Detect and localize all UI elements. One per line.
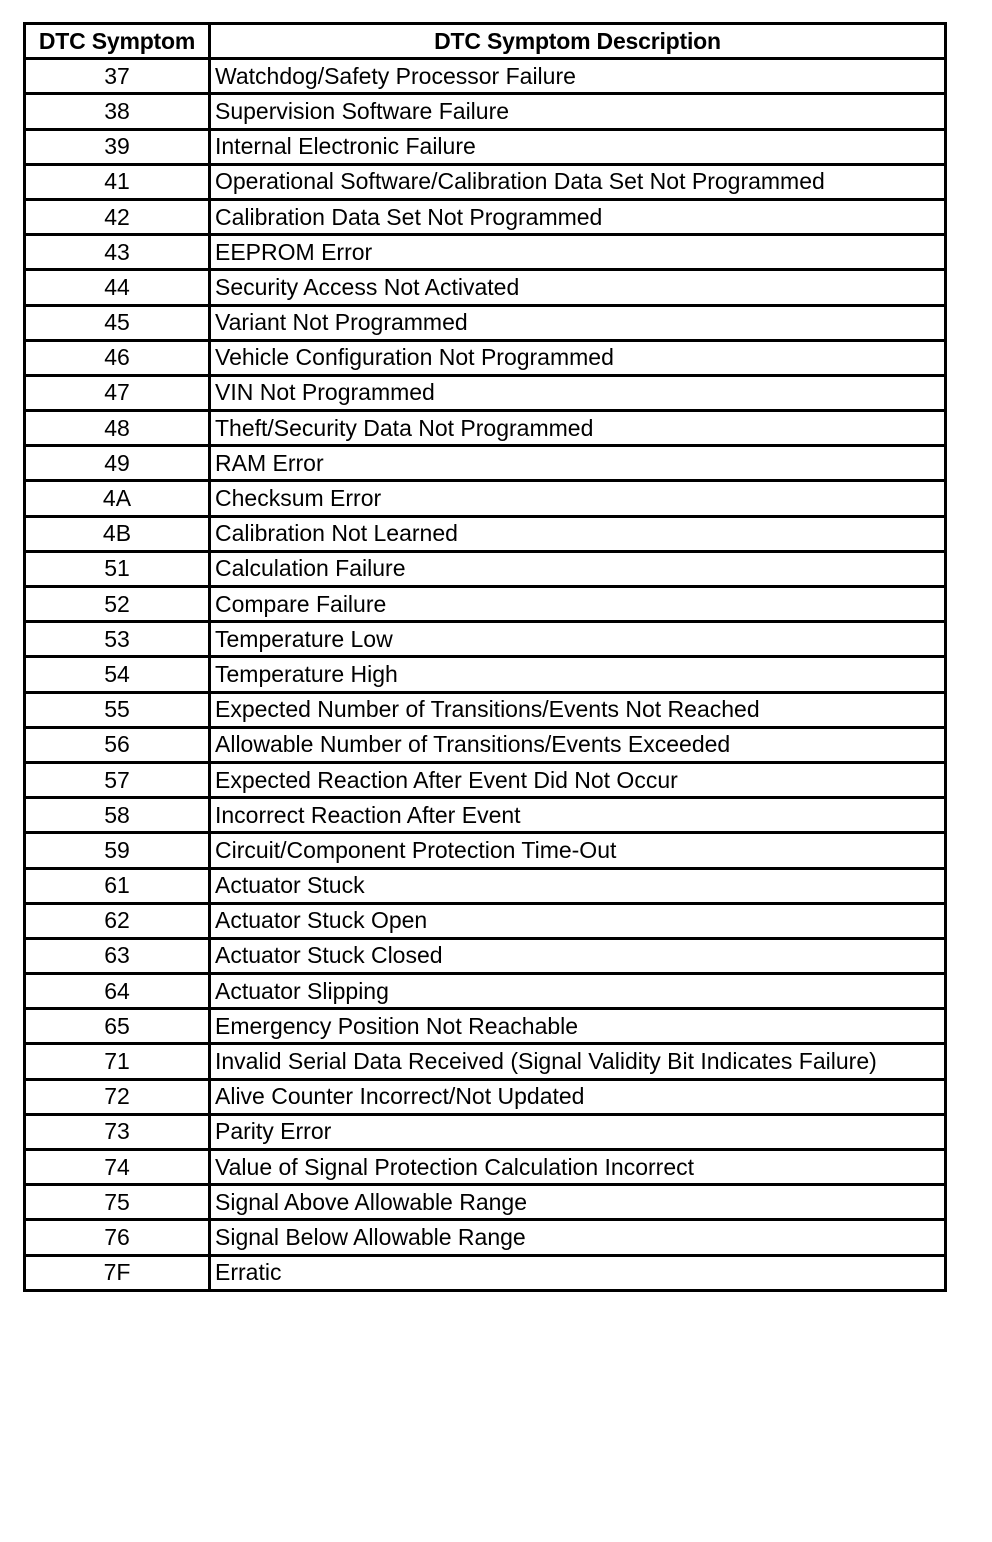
dtc-description-cell: Theft/Security Data Not Programmed	[210, 411, 946, 446]
dtc-code-cell: 4B	[25, 516, 210, 551]
table-row	[25, 270, 946, 305]
table-row	[25, 1114, 946, 1149]
table-row	[25, 1079, 946, 1114]
table-row	[25, 938, 946, 973]
dtc-code-cell: 46	[25, 340, 210, 375]
table-row	[25, 798, 946, 833]
dtc-code-cell: 43	[25, 235, 210, 270]
dtc-code-cell: 65	[25, 1009, 210, 1044]
dtc-description-cell: Supervision Software Failure	[210, 94, 946, 129]
dtc-code-cell: 63	[25, 938, 210, 973]
dtc-code-cell: 64	[25, 974, 210, 1009]
dtc-description-cell: Calculation Failure	[210, 551, 946, 586]
dtc-code-cell: 72	[25, 1079, 210, 1114]
dtc-description-cell: VIN Not Programmed	[210, 375, 946, 410]
dtc-description-cell: Actuator Slipping	[210, 974, 946, 1009]
table-row	[25, 516, 946, 551]
dtc-code-cell: 49	[25, 446, 210, 481]
table-row	[25, 164, 946, 199]
dtc-code-cell: 44	[25, 270, 210, 305]
table-row	[25, 235, 946, 270]
dtc-description-cell: RAM Error	[210, 446, 946, 481]
dtc-code-cell: 55	[25, 692, 210, 727]
table-row	[25, 411, 946, 446]
table-row	[25, 94, 946, 129]
table-row	[25, 657, 946, 692]
dtc-description-cell: Temperature Low	[210, 622, 946, 657]
dtc-description-cell: Checksum Error	[210, 481, 946, 516]
table-row	[25, 833, 946, 868]
dtc-code-cell: 42	[25, 199, 210, 234]
dtc-description-cell: Erratic	[210, 1255, 946, 1290]
dtc-symptom-table	[23, 22, 947, 1292]
table-row	[25, 375, 946, 410]
table-header-row	[25, 24, 946, 59]
dtc-code-cell: 58	[25, 798, 210, 833]
dtc-description-cell: Calibration Data Set Not Programmed	[210, 199, 946, 234]
dtc-code-cell: 53	[25, 622, 210, 657]
dtc-code-cell: 4A	[25, 481, 210, 516]
table-row	[25, 1044, 946, 1079]
table-row	[25, 129, 946, 164]
table-row	[25, 1185, 946, 1220]
dtc-description-cell: Actuator Stuck Closed	[210, 938, 946, 973]
dtc-code-cell: 38	[25, 94, 210, 129]
dtc-code-cell: 75	[25, 1185, 210, 1220]
dtc-description-cell: Actuator Stuck	[210, 868, 946, 903]
dtc-code-cell: 37	[25, 59, 210, 94]
dtc-description-cell: Calibration Not Learned	[210, 516, 946, 551]
dtc-description-cell: Security Access Not Activated	[210, 270, 946, 305]
dtc-description-cell: Parity Error	[210, 1114, 946, 1149]
dtc-code-cell: 57	[25, 762, 210, 797]
table-row	[25, 692, 946, 727]
table-row	[25, 340, 946, 375]
dtc-description-cell: Vehicle Configuration Not Programmed	[210, 340, 946, 375]
dtc-description-cell: Variant Not Programmed	[210, 305, 946, 340]
table-row	[25, 551, 946, 586]
table-row	[25, 59, 946, 94]
table-row	[25, 481, 946, 516]
dtc-code-cell: 73	[25, 1114, 210, 1149]
dtc-code-cell: 76	[25, 1220, 210, 1255]
table-row	[25, 1255, 946, 1290]
table-row	[25, 762, 946, 797]
dtc-code-cell: 39	[25, 129, 210, 164]
dtc-description-cell: Expected Reaction After Event Did Not Occur	[210, 762, 946, 797]
dtc-code-cell: 54	[25, 657, 210, 692]
dtc-description-cell: Incorrect Reaction After Event	[210, 798, 946, 833]
table-row	[25, 305, 946, 340]
table-row	[25, 727, 946, 762]
dtc-description-cell: Alive Counter Incorrect/Not Updated	[210, 1079, 946, 1114]
dtc-code-cell: 7F	[25, 1255, 210, 1290]
dtc-description-cell: Expected Number of Transitions/Events Not Reached	[210, 692, 946, 727]
dtc-description-cell: Actuator Stuck Open	[210, 903, 946, 938]
dtc-description-cell: Signal Above Allowable Range	[210, 1185, 946, 1220]
dtc-description-cell: Allowable Number of Transitions/Events Exceeded	[210, 727, 946, 762]
dtc-description-cell: Operational Software/Calibration Data Set Not Programmed	[210, 164, 946, 199]
dtc-description-cell: Signal Below Allowable Range	[210, 1220, 946, 1255]
dtc-description-cell: Compare Failure	[210, 587, 946, 622]
table-row	[25, 587, 946, 622]
dtc-code-cell: 45	[25, 305, 210, 340]
dtc-code-cell: 62	[25, 903, 210, 938]
table-row	[25, 446, 946, 481]
table-row	[25, 199, 946, 234]
header-dtc-symptom: DTC Symptom	[25, 24, 210, 59]
table-row	[25, 974, 946, 1009]
dtc-code-cell: 56	[25, 727, 210, 762]
dtc-code-cell: 61	[25, 868, 210, 903]
dtc-description-cell: Circuit/Component Protection Time-Out	[210, 833, 946, 868]
table-row	[25, 1009, 946, 1044]
header-dtc-symptom-description: DTC Symptom Description	[210, 24, 946, 59]
table-row	[25, 903, 946, 938]
dtc-description-cell: Temperature High	[210, 657, 946, 692]
table-row	[25, 1220, 946, 1255]
table-row	[25, 622, 946, 657]
dtc-code-cell: 47	[25, 375, 210, 410]
dtc-code-cell: 48	[25, 411, 210, 446]
dtc-description-cell: Watchdog/Safety Processor Failure	[210, 59, 946, 94]
dtc-description-cell: Emergency Position Not Reachable	[210, 1009, 946, 1044]
dtc-description-cell: Internal Electronic Failure	[210, 129, 946, 164]
dtc-code-cell: 74	[25, 1150, 210, 1185]
dtc-code-cell: 59	[25, 833, 210, 868]
dtc-code-cell: 52	[25, 587, 210, 622]
dtc-code-cell: 71	[25, 1044, 210, 1079]
dtc-description-cell: Invalid Serial Data Received (Signal Validity Bit Indicates Failure)	[210, 1044, 946, 1079]
dtc-code-cell: 51	[25, 551, 210, 586]
dtc-description-cell: EEPROM Error	[210, 235, 946, 270]
dtc-description-cell: Value of Signal Protection Calculation Incorrect	[210, 1150, 946, 1185]
table-row	[25, 1150, 946, 1185]
table-row	[25, 868, 946, 903]
dtc-code-cell: 41	[25, 164, 210, 199]
